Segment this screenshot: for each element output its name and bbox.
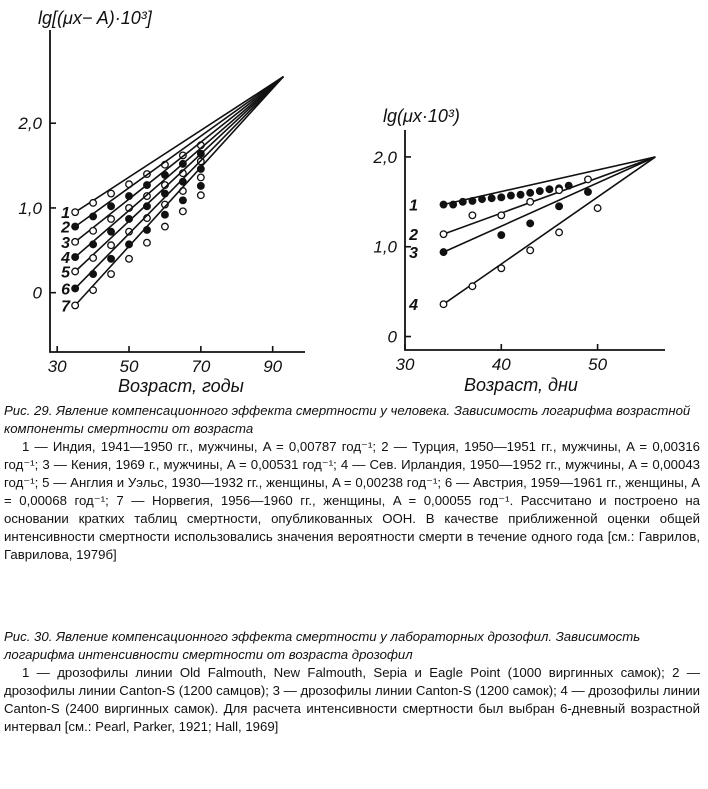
fig30-series-1-point (440, 201, 447, 208)
chart-fig30 (372, 106, 665, 395)
fig29-series-3-line (75, 77, 283, 242)
fig30-x-tick-label: 50 (588, 355, 608, 374)
fig30-series-4-label: 4 (409, 297, 418, 315)
fig29-series-7-point (144, 239, 151, 246)
fig30-series-2-point (498, 212, 505, 219)
fig29-series-6-point (90, 271, 97, 278)
fig30-series-4-point (556, 229, 563, 236)
fig29-series-7-point (162, 223, 169, 230)
fig30-series-1-point (488, 195, 495, 202)
fig29-caption-title: Рис. 29. Явление компенсационного эффекта смертности у человека. Зависимость логарифма возрастной компоненты смертности от возраста (4, 403, 691, 436)
fig30-series-3-line (444, 157, 656, 252)
fig30-series-1-point (546, 186, 553, 193)
fig30-series-1-point (459, 199, 466, 206)
fig30-series-3-point (440, 249, 447, 256)
fig30-series-4-point (469, 283, 476, 290)
fig29-caption-body: 1 — Индия, 1941—1950 гг., мужчины, A = 0,00787 год⁻¹; 2 — Турция, 1950—1951 гг., мужчины, A = 0,00316 год⁻¹; 3 — Кения, 1969 г., мужчины, A = 0,00531 год⁻¹; 4 — Сев. Ирландия, 1950—1952 гг., мужчины, A = 0,00043 год⁻¹; 5 — Англия и Уэльс, 1930—1932 гг., женщины, A = 0,00238 год⁻¹; 6 — Австрия, 1959—1961 гг., женщины, A = 0,00068 год⁻¹; 7 — Норвегия, 1956—1960 гг., женщины, A = 0,00055 год⁻¹. Рассчитано и построено на основании кратких таблиц смертности, опубликованных ООН. В качестве приближенной оценки общей интенсивности смертности использовались значения вероятности смерти в течение одного года [см.: Гаврилов, Гаврилова, 1979б] (4, 439, 700, 562)
fig29-series-6-line (75, 77, 283, 289)
fig29-series-1-label: 1 (61, 205, 70, 223)
fig29-series-6-point (108, 255, 115, 262)
fig30-x-tick-label: 30 (395, 355, 415, 374)
fig30-series-3-point (498, 232, 505, 239)
chart-fig29 (17, 8, 305, 396)
fig30-series-4-point (594, 205, 601, 212)
fig29-series-7-point (126, 255, 133, 262)
fig30-series-2-label: 2 (409, 227, 418, 245)
fig30-y-tick-label: 1,0 (373, 237, 397, 257)
fig29-x-tick-label: 90 (263, 357, 283, 376)
fig30-caption-title: Рис. 30. Явление компенсационного эффекта смертности у лабораторных дрозофил. Зависимость логарифма интенсивности смертности от возраста дрозофил (4, 629, 641, 662)
fig30-series-1-line (444, 157, 656, 205)
fig29-series-6-point (198, 183, 205, 190)
fig30-series-4-line (444, 157, 656, 304)
fig29-y-tick-label: 1,0 (18, 198, 42, 218)
fig30-series-3-label: 3 (409, 245, 418, 263)
fig29-series-5-line (75, 77, 283, 272)
fig29-series-7-point (72, 302, 79, 309)
fig29-series-7-point (108, 271, 115, 278)
fig29-series-6-point (162, 211, 169, 218)
fig29-caption (4, 402, 700, 564)
fig29-series-7-point (180, 208, 187, 215)
fig30-series-4-point (527, 247, 534, 254)
fig30-y-axis-label: lg(μx·10³) (383, 106, 460, 126)
fig29-series-2-line (75, 77, 283, 227)
fig29-series-7-point (90, 287, 97, 294)
fig29-series-6-point (72, 285, 79, 292)
fig29-series-4-point (90, 241, 97, 248)
fig29-series-2-point (108, 203, 115, 210)
fig30-series-4-point (440, 301, 447, 308)
fig30-series-1-point (498, 194, 505, 201)
fig30-series-2-point (556, 187, 563, 194)
fig30-series-3-point (585, 189, 592, 196)
fig30-series-3-point (556, 203, 563, 210)
fig29-series-5-point (90, 255, 97, 262)
fig29-series-2-point (72, 223, 79, 230)
fig29-series-5-point (72, 268, 79, 275)
fig29-series-1-point (90, 200, 97, 207)
fig29-series-4-point (108, 228, 115, 235)
fig29-series-7-label: 7 (61, 298, 70, 316)
fig29-series-3-point (72, 239, 79, 246)
fig29-series-6-point (180, 197, 187, 204)
fig30-x-tick-label: 40 (491, 355, 511, 374)
fig30-series-1-label: 1 (409, 197, 418, 215)
fig30-series-1-point (469, 198, 476, 205)
fig30-series-2-point (469, 212, 476, 219)
fig30-y-tick-label: 2,0 (373, 147, 397, 167)
fig29-x-axis-label: Возраст, годы (118, 376, 244, 396)
fig29-axes (50, 30, 305, 352)
fig29-y-tick-label: 2,0 (18, 114, 42, 134)
fig29-y-axis-label: lg[(μx− A)·10³] (38, 8, 152, 28)
fig29-x-tick-label: 70 (191, 357, 211, 376)
fig30-series-2-point (440, 231, 447, 238)
fig29-series-5-point (108, 242, 115, 249)
fig30-series-4-point (498, 265, 505, 272)
fig29-series-3-label: 3 (61, 234, 70, 252)
fig29-series-6-label: 6 (61, 281, 70, 299)
fig29-series-4-label: 4 (61, 250, 70, 268)
fig30-y-tick-label: 0 (387, 327, 397, 347)
fig29-series-1-point (108, 190, 115, 197)
fig30-series-1-point (508, 192, 515, 199)
fig29-series-3-point (108, 216, 115, 223)
fig30-series-2-line (444, 157, 656, 234)
fig30-series-1-point (527, 190, 534, 197)
fig30-series-2-point (527, 199, 534, 206)
fig29-series-5-label: 5 (61, 264, 70, 282)
fig30-caption-body: 1 — дрозофилы линии Old Falmouth, New Falmouth, Sepia и Eagle Point (1000 виргинных самок); 2 — дрозофилы линии Canton-S (1200 самцов); 3 — дрозофилы линии Canton-S (1200 самок); 4 — дрозофилы линии Canton-S (2400 виргинных самок). Для расчета интенсивности смертности был выбран 6-дневный возрастной интервал [см.: Pearl, Parker, 1921; Hall, 1969] (4, 665, 700, 734)
fig30-series-3-point (527, 220, 534, 227)
fig29-series-2-point (90, 213, 97, 220)
fig29-series-2-label: 2 (61, 219, 70, 237)
fig30-series-1-point (479, 196, 486, 203)
fig29-x-tick-label: 30 (47, 357, 67, 376)
fig30-caption (4, 628, 700, 736)
fig29-y-tick-label: 0 (32, 283, 42, 303)
fig29-series-4-point (72, 254, 79, 261)
fig29-x-tick-label: 50 (119, 357, 139, 376)
fig29-series-3-point (90, 228, 97, 235)
fig29-series-4-line (75, 77, 283, 257)
fig30-series-1-point (517, 191, 524, 198)
fig30-x-axis-label: Возраст, дни (464, 375, 578, 395)
fig29-series-1-point (72, 209, 79, 216)
fig30-series-1-point (450, 201, 457, 208)
fig29-series-7-point (198, 192, 205, 199)
fig30-series-1-point (537, 188, 544, 195)
fig30-series-2-point (585, 176, 592, 183)
fig29-series-5-point (198, 174, 205, 181)
